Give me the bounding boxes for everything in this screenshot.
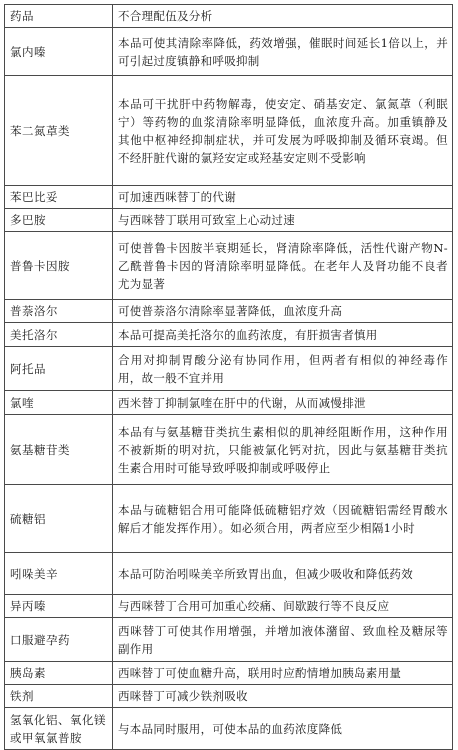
- table-row: [5, 662, 453, 685]
- drug-cell: 硫糖铝: [5, 485, 113, 553]
- drug-cell: 氨基糖苷类: [5, 415, 113, 485]
- table-row: [5, 347, 453, 391]
- analysis-cell: 与西咪替丁联用可致室上心动过速: [113, 209, 453, 232]
- drug-cell: 口服避孕药: [5, 618, 113, 662]
- table-row: [5, 485, 453, 553]
- table-row: [5, 685, 453, 708]
- table-body: [5, 5, 453, 750]
- analysis-cell: 本品与硫糖铝合用可能降低硫糖铝疗效（因硫糖铝需经胃酸水解后才能发挥作用）。如必须合用，两者应至少相隔1小时: [113, 485, 453, 553]
- table-row: [5, 391, 453, 415]
- drug-cell: 胰岛素: [5, 662, 113, 685]
- drug-cell: 苯巴比妥: [5, 186, 113, 209]
- drug-cell: 异丙嗪: [5, 595, 113, 618]
- analysis-cell: 可使普鲁卡因胺半衰期延长，肾清除率降低，活性代谢产物N-乙酰普鲁卡因的肾清除率明显降低。在老年人及肾功能不良者尤为显著: [113, 232, 453, 300]
- table-row: [5, 186, 453, 209]
- analysis-cell: 本品可提高美托洛尔的血药浓度，有肝损害者慎用: [113, 323, 453, 347]
- incompatibility-table: [4, 4, 453, 750]
- analysis-cell: 与本品同时服用，可使本品的血药浓度降低: [113, 708, 453, 750]
- drug-cell: 多巴胺: [5, 209, 113, 232]
- drug-cell: 氢氧化铝、氧化镁或甲氧氯普胺: [5, 708, 113, 750]
- table-row: [5, 708, 453, 750]
- drug-cell: 氯喹: [5, 391, 113, 415]
- table-row: [5, 618, 453, 662]
- analysis-cell: 本品可使其清除率降低，药效增强，催眠时间延长1倍以上，并可引起过度镇静和呼吸抑制: [113, 28, 453, 76]
- table-row: [5, 300, 453, 323]
- drug-cell: 阿托品: [5, 347, 113, 391]
- analysis-cell: 合用对抑制胃酸分泌有协同作用，但两者有相似的神经毒作用，故一般不宜并用: [113, 347, 453, 391]
- table-row: [5, 76, 453, 186]
- table-row: [5, 595, 453, 618]
- table-row: [5, 28, 453, 76]
- header-drug: 药品: [5, 5, 113, 28]
- analysis-cell: 可使普萘洛尔清除率显著降低，血浓度升高: [113, 300, 453, 323]
- analysis-cell: 西咪替丁可使其作用增强，并增加液体潴留、致血栓及糖尿等副作用: [113, 618, 453, 662]
- drug-cell: 苯二氮䓬类: [5, 76, 113, 186]
- analysis-cell: 本品有与氨基糖苷类抗生素相似的肌神经阻断作用，这种作用不被新斯的明对抗，只能被氯化钙对抗，因此与氨基糖苷类抗生素合用时可能导致呼吸抑制或呼吸停止: [113, 415, 453, 485]
- header-analysis: 不合理配伍及分析: [113, 5, 453, 28]
- analysis-cell: 本品可防治吲哚美辛所致胃出血，但减少吸收和降低药效: [113, 553, 453, 595]
- table-row: [5, 415, 453, 485]
- table-row: [5, 553, 453, 595]
- analysis-cell: 西咪替丁可使血糖升高，联用时应酌情增加胰岛素用量: [113, 662, 453, 685]
- drug-cell: 美托洛尔: [5, 323, 113, 347]
- drug-cell: 吲哚美辛: [5, 553, 113, 595]
- table-header-row: [5, 5, 453, 28]
- drug-cell: 普鲁卡因胺: [5, 232, 113, 300]
- analysis-cell: 本品可干扰肝中药物解毒，使安定、硝基安定、氯氮䓬（利眠宁）等药物的血浆清除率明显降低，血浓度升高。加重镇静及其他中枢神经抑制症状，并可发展为呼吸抑制及循环衰竭。但不经肝脏代谢的氯羟安定或羟基安定则不受影响: [113, 76, 453, 186]
- drug-cell: 氯内嗪: [5, 28, 113, 76]
- drug-cell: 铁剂: [5, 685, 113, 708]
- analysis-cell: 可加速西咪替丁的代谢: [113, 186, 453, 209]
- analysis-cell: 与西咪替丁合用可加重心绞痛、间歇跛行等不良反应: [113, 595, 453, 618]
- drug-cell: 普萘洛尔: [5, 300, 113, 323]
- table-row: [5, 232, 453, 300]
- analysis-cell: 西米替丁抑制氯喹在肝中的代谢，从而减慢排泄: [113, 391, 453, 415]
- analysis-cell: 西咪替丁可减少铁剂吸收: [113, 685, 453, 708]
- table-row: [5, 209, 453, 232]
- table-row: [5, 323, 453, 347]
